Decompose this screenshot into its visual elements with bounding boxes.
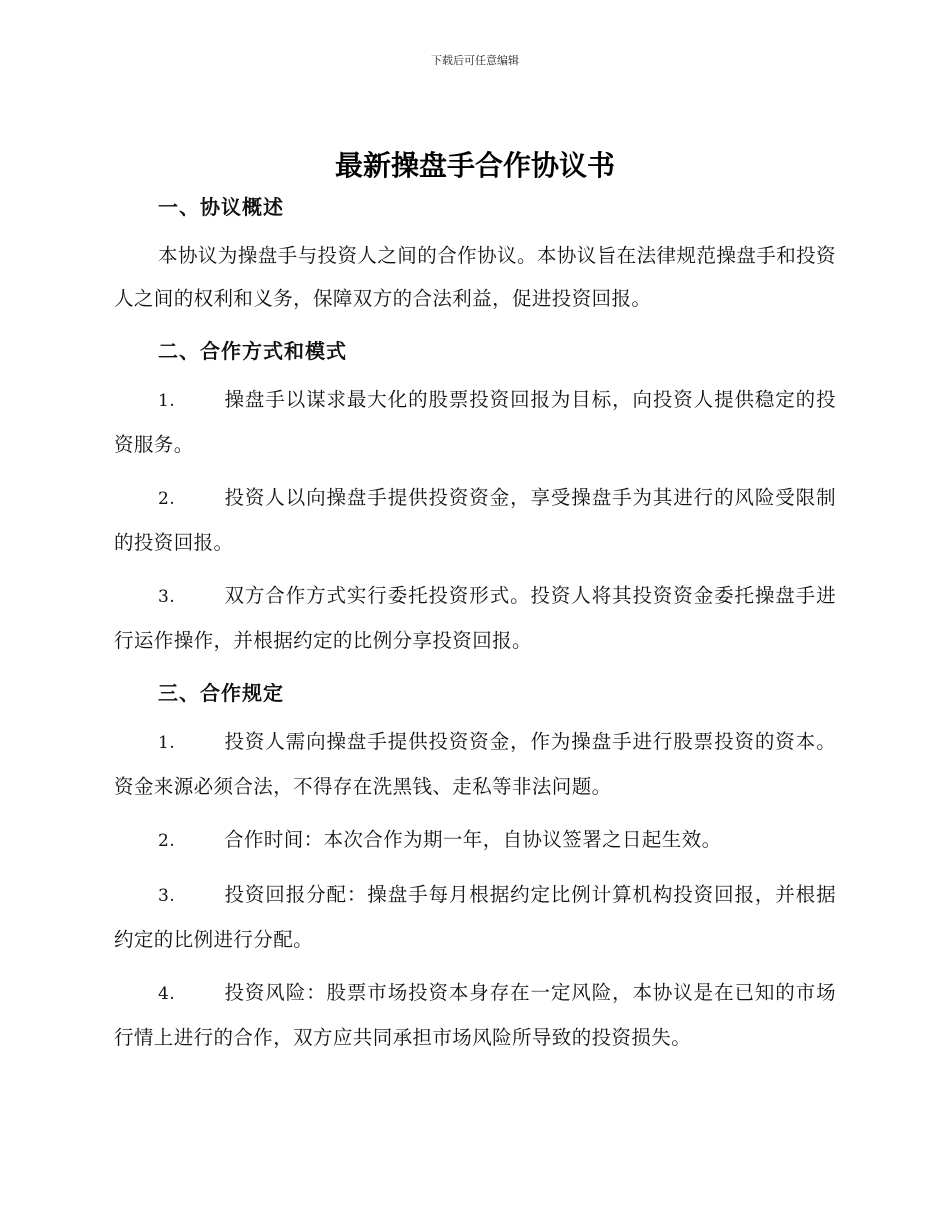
list-item-text: 双方合作方式实行委托投资形式。投资人将其投资资金委托操盘手进行运作操作，并根据约定的比例分享投资回报。 (114, 584, 836, 652)
list-item-number: 2. (158, 831, 176, 851)
overview-paragraph: 本协议为操盘手与投资人之间的合作协议。本协议旨在法律规范操盘手和投资人之间的权利和义务，保障双方的合法利益，促进投资回报。 (114, 244, 836, 310)
list-item-text: 合作时间：本次合作为期一年，自协议签署之日起生效。 (224, 828, 722, 851)
list-item (114, 971, 836, 1059)
section-heading-overview: 一、协议概述 (158, 195, 284, 219)
list-item-text: 投资回报分配：操盘手每月根据约定比例计算机构投资回报，并根据约定的比例进行分配。 (114, 883, 836, 951)
list-item-number: 3. (158, 886, 176, 906)
list-item-number: 1. (158, 391, 176, 411)
list-item (114, 720, 836, 808)
section-heading-cooperation-mode: 二、合作方式和模式 (158, 339, 347, 363)
list-item-text: 操盘手以谋求最大化的股票投资回报为目标，向投资人提供稳定的投资服务。 (114, 388, 836, 456)
list-item-number: 3. (158, 587, 176, 607)
list-item (114, 818, 836, 863)
list-item-number: 2. (158, 489, 176, 509)
list-item-text: 投资人以向操盘手提供投资资金，享受操盘手为其进行的风险受限制的投资回报。 (114, 486, 836, 554)
list-item (114, 378, 836, 466)
document-title: 最新操盘手合作协议书 (334, 149, 615, 182)
list-item (114, 476, 836, 564)
list-item-number: 4. (158, 984, 176, 1004)
list-item (114, 873, 836, 961)
list-item-text: 投资人需向操盘手提供投资资金，作为操盘手进行股票投资的资本。资金来源必须合法，不得存在洗黑钱、走私等非法问题。 (114, 730, 836, 798)
section-heading-rules: 三、合作规定 (158, 681, 284, 705)
list-item-text: 投资风险：股票市场投资本身存在一定风险，本协议是在已知的市场行情上进行的合作，双方应共同承担市场风险所导致的投资损失。 (114, 981, 836, 1049)
document-body (114, 190, 836, 1059)
list-item (114, 574, 836, 662)
list-item-number: 1. (158, 733, 176, 753)
header-note: 下载后可任意编辑 (431, 54, 519, 67)
